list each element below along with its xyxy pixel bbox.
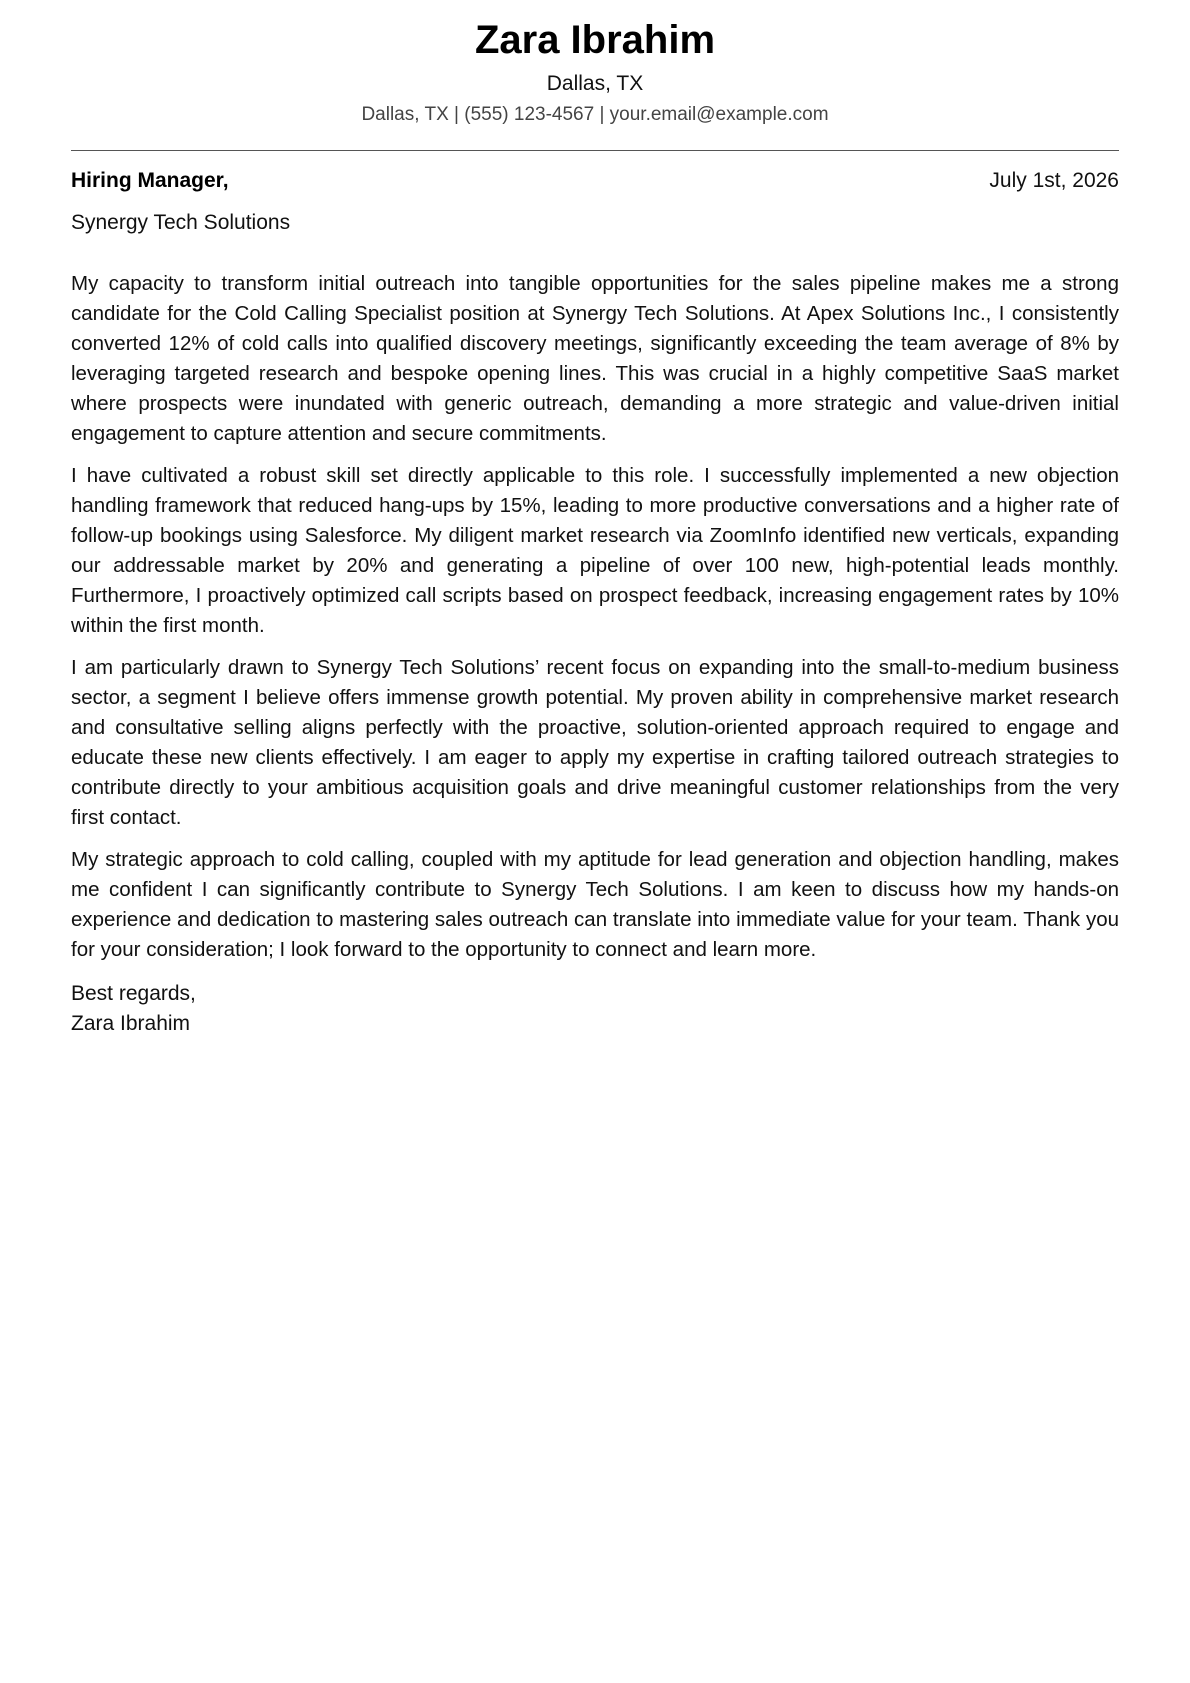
letter-body xyxy=(71,269,1119,965)
letter-closing xyxy=(71,979,1119,1039)
header-divider xyxy=(71,150,1119,151)
recipient-date-row xyxy=(71,167,1119,195)
recipient-company: Synergy Tech Solutions xyxy=(71,211,291,234)
applicant-name: Zara Ibrahim xyxy=(474,18,716,62)
letter-header xyxy=(71,0,1119,128)
closing-phrase: Best regards, xyxy=(71,982,196,1005)
applicant-location: Dallas, TX xyxy=(546,72,644,95)
body-paragraph-4: My strategic approach to cold calling, coupled with my aptitude for lead generation and objection handling, makes me confident I can significantly contribute to Synergy Tech Solutions. I am keen to discuss how my hands-on experience and dedication to mastering sales outreach can translate into immediate value for your team. Thank you for your consideration; I look forward to the opportunity to connect and learn more. xyxy=(71,848,1119,961)
recipient-salutation: Hiring Manager, xyxy=(71,169,229,192)
body-paragraph-1: My capacity to transform initial outreach into tangible opportunities for the sales pipeline makes me a strong candidate for the Cold Calling Specialist position at Synergy Tech Solutions. At Apex Solutions Inc., I consistently converted 12% of cold calls into qualified discovery meetings, significantly exceeding the team average of 8% by leveraging targeted research and bespoke opening lines. This was crucial in a highly competitive SaaS market where prospects were inundated with generic outreach, demanding a more strategic and value-driven initial engagement to capture attention and secure commitments. xyxy=(71,272,1119,445)
letter-date: July 1st, 2026 xyxy=(989,169,1119,192)
body-paragraph-2: I have cultivated a robust skill set directly applicable to this role. I successfully implemented a new objection handling framework that reduced hang-ups by 15%, leading to more productive conversations and a higher rate of follow-up bookings using Salesforce. My diligent market research via ZoomInfo identified new verticals, expanding our addressable market by 20% and generating a pipeline of over 100 new, high-potential leads monthly. Furthermore, I proactively optimized call scripts based on prospect feedback, increasing engagement rates by 10% within the first month. xyxy=(71,464,1119,637)
body-paragraph-3: I am particularly drawn to Synergy Tech Solutions’ recent focus on expanding into the small-to-medium business sector, a segment I believe offers immense growth potential. My proven ability in comprehensive market research and consultative selling aligns perfectly with the proactive, solution-oriented approach required to engage and educate these new clients effectively. I am eager to apply my expertise in crafting tailored outreach strategies to contribute directly to your ambitious acquisition goals and drive meaningful customer relationships from the very first contact. xyxy=(71,656,1119,829)
applicant-contact-line: Dallas, TX | (555) 123-4567 | your.email@example.com xyxy=(361,104,829,125)
signature-name: Zara Ibrahim xyxy=(71,1012,191,1035)
